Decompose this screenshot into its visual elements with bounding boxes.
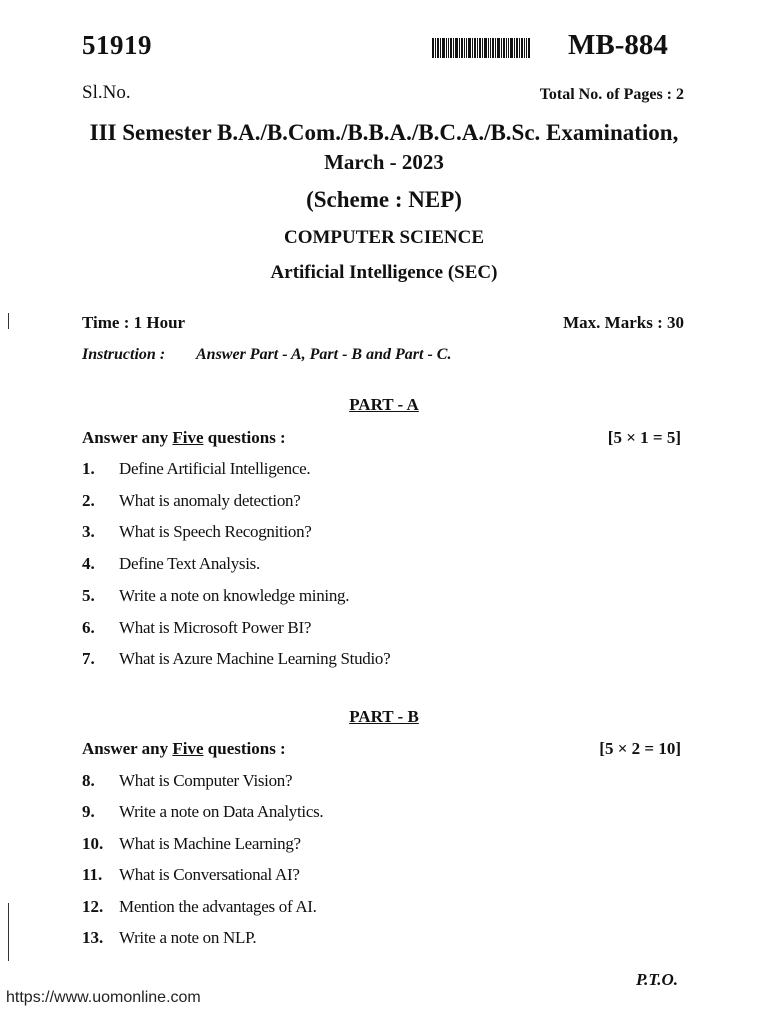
question-number: 11. [82,865,103,884]
instruction-text: Answer Part - A, Part - B and Part - C. [196,346,452,363]
question-item [82,928,256,948]
question-item [82,522,312,542]
part-a-instruction [82,428,286,448]
question-item [82,554,260,574]
question-item [82,802,323,822]
part-b-marks: [5 × 2 = 10] [599,739,681,758]
exam-title: III Semester B.A./B.Com./B.B.A./B.C.A./B.Sc. Examination, [89,120,679,145]
max-marks: Max. Marks : 30 [563,313,684,332]
question-item [82,834,301,854]
part-b-instruction [82,739,286,759]
total-pages: Total No. of Pages : 2 [539,86,684,103]
time-allowed: Time : 1 Hour [82,313,186,332]
part-a-answer-count: Five [172,428,204,447]
question-number: 10. [82,834,104,853]
question-number: 3. [82,522,95,541]
question-text: What is Azure Machine Learning Studio? [119,649,391,668]
question-text: What is Speech Recognition? [119,522,312,541]
question-number: 8. [82,771,95,790]
question-number: 13. [82,928,104,947]
part-a-answer-suffix: questions : [203,428,286,447]
instruction-label: Instruction : [82,346,166,363]
paper-code: 51919 [82,30,152,60]
question-text: Define Artificial Intelligence. [119,459,311,478]
question-text: Define Text Analysis. [119,554,260,573]
barcode [432,38,530,58]
exam-code: MB-884 [568,29,668,61]
pto-note: P.T.O. [635,970,678,989]
part-a-marks: [5 × 1 = 5] [607,428,681,447]
question-number: 1. [82,459,95,478]
question-text: Write a note on knowledge mining. [119,586,350,605]
question-number: 4. [82,554,95,573]
part-b-answer-suffix: questions : [203,739,286,758]
paper-name: Artificial Intelligence (SEC) [270,262,498,283]
question-number: 7. [82,649,95,668]
part-a-heading-text: PART - A [349,395,419,414]
question-number: 5. [82,586,95,605]
question-text: What is Microsoft Power BI? [119,618,312,637]
margin-mark [8,903,9,961]
question-item [82,491,301,511]
question-number: 12. [82,897,104,916]
question-item [82,649,390,669]
part-b-answer-count: Five [172,739,204,758]
part-b-heading-text: PART - B [349,707,419,726]
question-item [82,865,300,885]
source-url[interactable]: https://www.uomonline.com [6,989,201,1006]
part-a-answer-prefix: Answer any [82,428,173,447]
question-item [82,897,317,917]
question-number: 9. [82,802,95,821]
serial-number-label: Sl.No. [82,82,131,103]
part-b-answer-prefix: Answer any [82,739,173,758]
subject: COMPUTER SCIENCE [283,227,485,248]
question-text: Mention the advantages of AI. [119,897,317,916]
question-number: 2. [82,491,95,510]
question-item [82,618,311,638]
question-text: Write a note on Data Analytics. [119,802,324,821]
question-text: Write a note on NLP. [119,928,257,947]
question-item [82,586,349,606]
question-text: What is Machine Learning? [119,834,301,853]
scheme: (Scheme : NEP) [306,187,462,212]
part-a-heading [0,395,768,415]
question-text: What is anomaly detection? [119,491,301,510]
margin-mark [8,313,9,329]
part-b-heading [0,707,768,727]
question-text: What is Computer Vision? [119,771,293,790]
question-text: What is Conversational AI? [119,865,300,884]
exam-date: March - 2023 [324,150,444,174]
question-item [82,771,292,791]
question-number: 6. [82,618,95,637]
question-item [82,459,310,479]
